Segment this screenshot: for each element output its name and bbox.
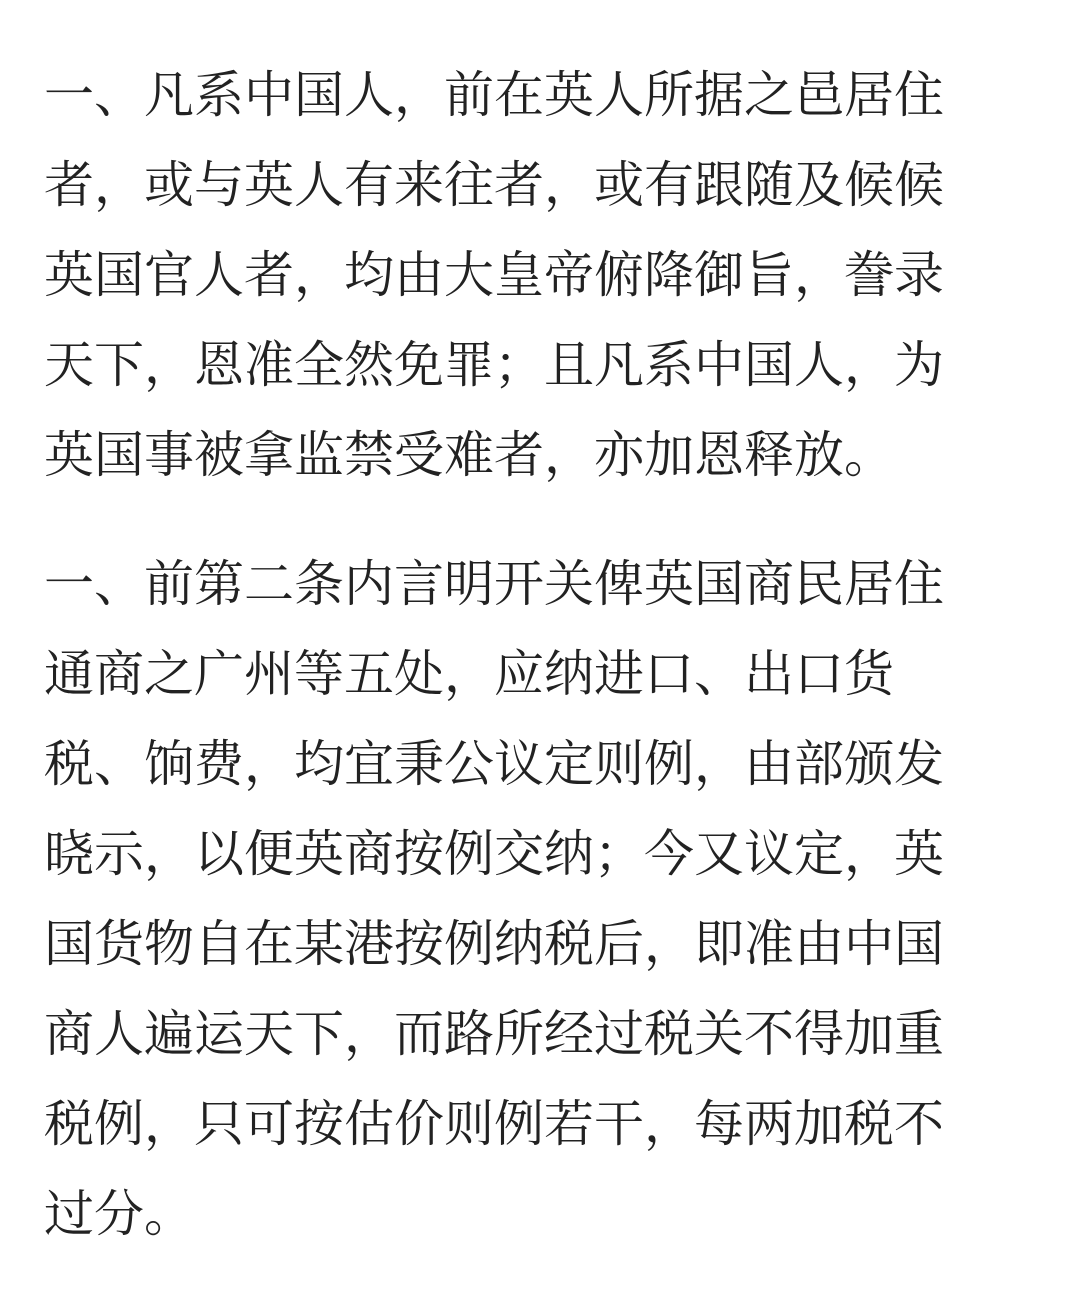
text-line: 一、凡系中国人，前在英人所据之邑居住 [44, 66, 944, 124]
text-line: 商人遍运天下，而路所经过税关不得加重 [44, 1005, 944, 1063]
text-line: 国货物自在某港按例纳税后，即准由中国 [44, 915, 944, 973]
text-line: 天下，恩准全然免罪；且凡系中国人，为 [44, 336, 944, 394]
text-line: 英国事被拿监禁受难者，亦加恩释放。 [44, 426, 894, 484]
text-line: 晓示，以便英商按例交纳；今又议定，英 [44, 825, 944, 883]
text-line: 一、前第二条内言明开关俾英国商民居住 [44, 555, 944, 613]
text-line: 通商之广州等五处，应纳进口、出口货 [44, 645, 894, 703]
text-line: 税例，只可按估价则例若干，每两加税不 [44, 1095, 944, 1153]
treaty-article-paragraph [44, 50, 1044, 500]
text-line: 英国官人者，均由大皇帝俯降御旨，誊录 [44, 246, 944, 304]
text-line: 税、饷费，均宜秉公议定则例，由部颁发 [44, 735, 944, 793]
text-line: 者，或与英人有来往者，或有跟随及候候 [44, 156, 944, 214]
text-line: 过分。 [44, 1185, 194, 1243]
treaty-article-paragraph [44, 539, 1044, 1259]
